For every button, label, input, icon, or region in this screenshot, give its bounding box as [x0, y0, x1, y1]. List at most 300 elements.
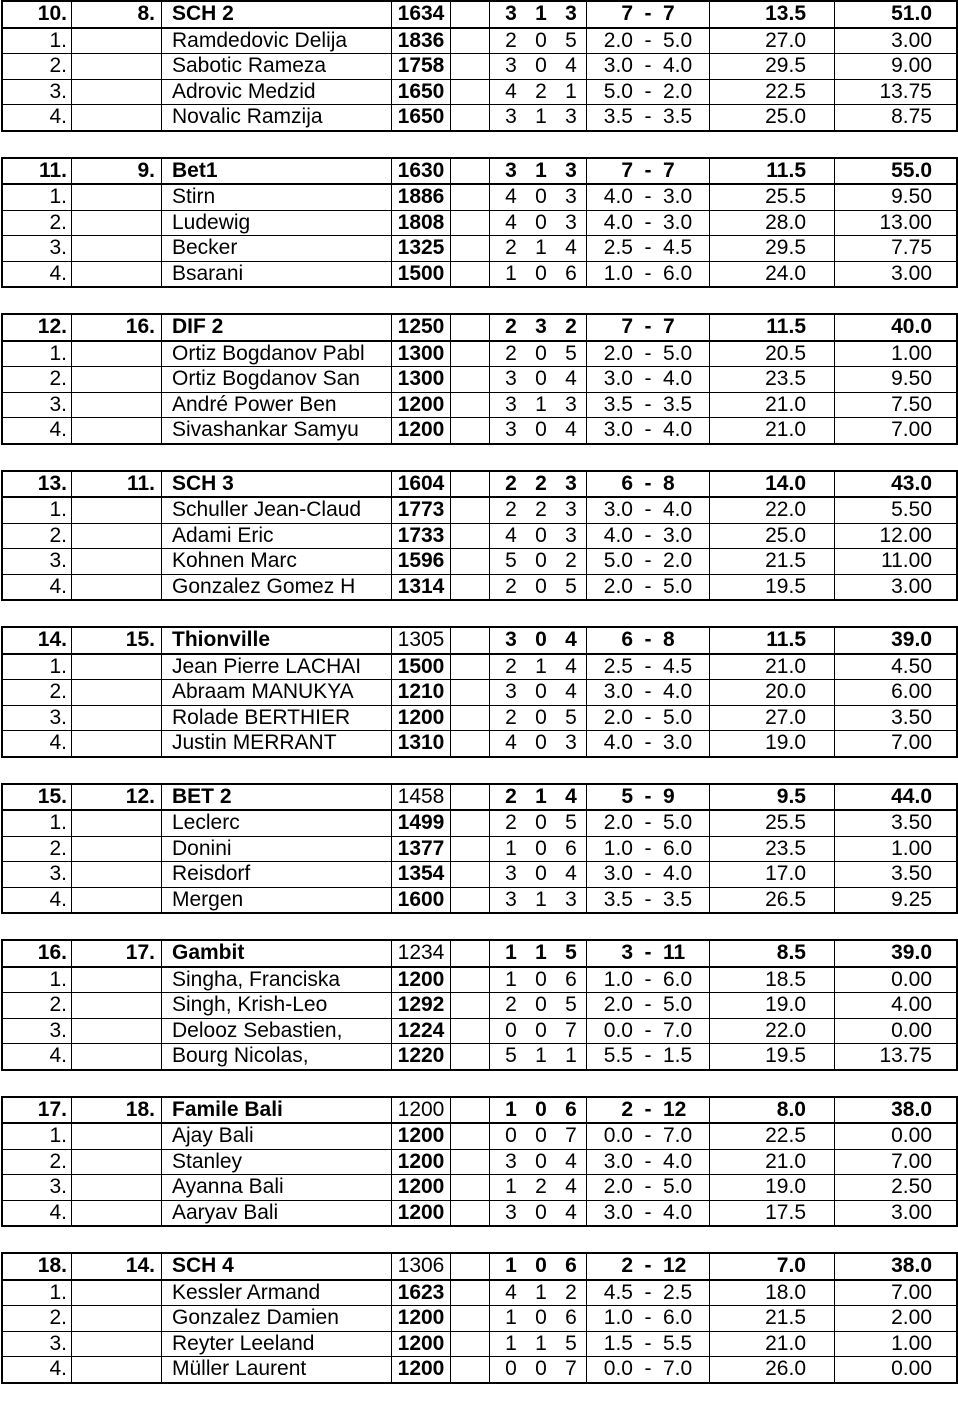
score-cell: 0.00 [835, 1357, 958, 1383]
points-against-cell: 6.0 [663, 836, 710, 862]
points-for-cell: 1.0 [587, 1306, 634, 1332]
draws-cell: 0 [535, 628, 547, 652]
separator-cell: - [644, 784, 652, 808]
tiebreak-cell: 22.0 [710, 1018, 835, 1044]
points-for-cell: 3 [587, 940, 634, 967]
empty-cell [451, 1280, 490, 1306]
draws-cell: 0 [535, 1357, 547, 1381]
separator-cell: - [644, 836, 652, 860]
separator-cell: - [644, 1306, 652, 1330]
empty-cell [451, 79, 490, 105]
separator-cell: - [644, 862, 652, 886]
seed-cell: 18. [72, 1097, 162, 1124]
rating-cell: 1306 [392, 1253, 451, 1280]
rating-cell: 1758 [392, 54, 451, 80]
empty-cell [451, 993, 490, 1019]
score-cell: 11.00 [835, 549, 958, 575]
empty-cell [451, 1357, 490, 1383]
losses-cell: 5 [565, 28, 577, 52]
draws-cell: 0 [535, 862, 547, 886]
points-for-cell: 5 [587, 784, 634, 811]
empty-cell [451, 1175, 490, 1201]
points-for-cell: 1.0 [587, 836, 634, 862]
separator-cell: - [644, 680, 652, 704]
score-cell: 5.50 [835, 497, 958, 523]
losses-cell: 5 [565, 1331, 577, 1355]
points-against-cell: 5.0 [663, 993, 710, 1019]
team-table [1, 0, 958, 132]
losses-cell: 4 [565, 1175, 577, 1199]
separator-cell: - [644, 1097, 652, 1121]
losses-cell: 3 [565, 392, 577, 416]
wins-cell: 1 [505, 941, 517, 965]
rating-cell: 1634 [392, 1, 451, 28]
losses-cell: 3 [565, 2, 577, 26]
player-row [2, 836, 957, 862]
points-for-cell: 4.0 [587, 210, 634, 236]
losses-cell: 6 [565, 261, 577, 285]
losses-cell: 5 [565, 811, 577, 835]
draws-cell: 1 [535, 392, 547, 416]
seed-cell: 9. [72, 158, 162, 185]
rating-cell: 1200 [392, 1306, 451, 1332]
losses-cell: 5 [565, 993, 577, 1017]
draws-cell: 0 [535, 680, 547, 704]
score-cell: 51.0 [835, 1, 958, 28]
player-row [2, 1044, 957, 1070]
rank-cell: 3. [2, 705, 72, 731]
empty-cell [451, 54, 490, 80]
rank-cell: 14. [2, 627, 72, 654]
tiebreak-cell: 21.0 [710, 1331, 835, 1357]
losses-cell: 3 [565, 523, 577, 547]
name-cell: Stanley [162, 1149, 392, 1175]
name-cell: Becker [162, 236, 392, 262]
separator-cell: - [644, 392, 652, 416]
name-cell: SCH 2 [162, 1, 392, 28]
points-against-cell: 3.0 [663, 184, 710, 210]
draws-cell: 0 [535, 1097, 547, 1121]
name-cell: Abraam MANUKYA [162, 680, 392, 706]
name-cell: Ortiz Bogdanov San [162, 367, 392, 393]
team-header-row [2, 627, 957, 654]
points-for-cell: 4.0 [587, 523, 634, 549]
tiebreak-cell: 11.5 [710, 627, 835, 654]
name-cell: BET 2 [162, 784, 392, 811]
empty-cell [451, 1253, 490, 1280]
points-for-cell: 4.5 [587, 1280, 634, 1306]
losses-cell: 3 [565, 887, 577, 911]
losses-cell: 3 [565, 498, 577, 522]
draws-cell: 0 [535, 1124, 547, 1148]
wins-cell: 4 [505, 731, 517, 755]
wins-cell: 2 [505, 341, 517, 365]
points-for-cell: 2.5 [587, 236, 634, 262]
tiebreak-cell: 29.5 [710, 236, 835, 262]
points-for-cell: 2.0 [587, 810, 634, 836]
seed-cell [72, 261, 162, 287]
score-cell: 39.0 [835, 940, 958, 967]
rating-cell: 1200 [392, 967, 451, 993]
points-against-cell: 5.0 [663, 705, 710, 731]
tiebreak-cell: 18.0 [710, 1280, 835, 1306]
losses-cell: 3 [565, 185, 577, 209]
rank-cell: 2. [2, 836, 72, 862]
points-against-cell: 3.5 [663, 392, 710, 418]
losses-cell: 6 [565, 1097, 577, 1121]
wins-cell: 0 [505, 1124, 517, 1148]
player-row [2, 967, 957, 993]
wins-cell: 2 [505, 236, 517, 260]
score-cell: 1.00 [835, 1331, 958, 1357]
points-against-cell: 8 [663, 627, 710, 654]
rank-cell: 4. [2, 1357, 72, 1383]
losses-cell: 3 [565, 471, 577, 495]
separator-cell: - [644, 1280, 652, 1304]
points-for-cell: 3.0 [587, 862, 634, 888]
separator-cell: - [644, 1331, 652, 1355]
tiebreak-cell: 23.5 [710, 836, 835, 862]
seed-cell: 12. [72, 784, 162, 811]
score-cell: 7.00 [835, 1149, 958, 1175]
rank-cell: 2. [2, 993, 72, 1019]
empty-cell [451, 158, 490, 185]
seed-cell [72, 680, 162, 706]
points-for-cell: 0.0 [587, 1123, 634, 1149]
tiebreak-cell: 29.5 [710, 54, 835, 80]
seed-cell [72, 341, 162, 367]
separator-cell: - [644, 967, 652, 991]
losses-cell: 4 [565, 367, 577, 391]
points-against-cell: 7 [663, 314, 710, 341]
separator-cell: - [644, 210, 652, 234]
rank-cell: 3. [2, 79, 72, 105]
separator-cell: - [644, 105, 652, 129]
points-for-cell: 2.0 [587, 574, 634, 600]
score-cell: 4.50 [835, 654, 958, 680]
tiebreak-cell: 21.0 [710, 418, 835, 444]
tiebreak-cell: 27.0 [710, 705, 835, 731]
empty-cell [451, 1306, 490, 1332]
losses-cell: 1 [565, 1044, 577, 1068]
team-table [1, 1096, 958, 1228]
points-against-cell: 8 [663, 471, 710, 498]
player-row [2, 887, 957, 913]
tiebreak-cell: 28.0 [710, 210, 835, 236]
rank-cell: 3. [2, 1175, 72, 1201]
wins-cell: 1 [505, 1306, 517, 1330]
draws-cell: 0 [535, 1149, 547, 1173]
seed-cell [72, 1331, 162, 1357]
wins-cell: 4 [505, 1280, 517, 1304]
points-for-cell: 2.5 [587, 654, 634, 680]
points-for-cell: 6 [587, 627, 634, 654]
seed-cell [72, 836, 162, 862]
name-cell: Sivashankar Samyu [162, 418, 392, 444]
draws-cell: 1 [535, 1280, 547, 1304]
empty-cell [451, 105, 490, 131]
wins-cell: 3 [505, 418, 517, 442]
tiebreak-cell: 21.0 [710, 1149, 835, 1175]
points-for-cell: 3.0 [587, 497, 634, 523]
seed-cell [72, 887, 162, 913]
team-header-row [2, 471, 957, 498]
rating-cell: 1200 [392, 1097, 451, 1124]
points-against-cell: 4.0 [663, 497, 710, 523]
points-for-cell: 2 [587, 1253, 634, 1280]
name-cell: Jean Pierre LACHAI [162, 654, 392, 680]
name-cell: Bet1 [162, 158, 392, 185]
name-cell: DIF 2 [162, 314, 392, 341]
separator-cell: - [644, 1044, 652, 1068]
losses-cell: 4 [565, 54, 577, 78]
losses-cell: 5 [565, 941, 577, 965]
name-cell: Novalic Ramzija [162, 105, 392, 131]
empty-cell [451, 523, 490, 549]
draws-cell: 0 [535, 1306, 547, 1330]
score-cell: 0.00 [835, 1123, 958, 1149]
rank-cell: 3. [2, 549, 72, 575]
team-header-row [2, 1253, 957, 1280]
player-row [2, 341, 957, 367]
points-for-cell: 1.0 [587, 261, 634, 287]
draws-cell: 2 [535, 498, 547, 522]
seed-cell [72, 105, 162, 131]
team-header-row [2, 1097, 957, 1124]
wins-cell: 2 [505, 993, 517, 1017]
separator-cell: - [644, 236, 652, 260]
separator-cell: - [644, 993, 652, 1017]
name-cell: Schuller Jean-Claud [162, 497, 392, 523]
name-cell: SCH 4 [162, 1253, 392, 1280]
points-against-cell: 5.0 [663, 28, 710, 54]
rank-cell: 1. [2, 967, 72, 993]
separator-cell: - [644, 523, 652, 547]
rating-cell: 1596 [392, 549, 451, 575]
points-against-cell: 2.0 [663, 549, 710, 575]
player-row [2, 79, 957, 105]
empty-cell [451, 1097, 490, 1124]
wins-cell: 5 [505, 1044, 517, 1068]
rank-cell: 4. [2, 1200, 72, 1226]
score-cell: 7.75 [835, 236, 958, 262]
points-against-cell: 4.5 [663, 236, 710, 262]
rating-cell: 1354 [392, 862, 451, 888]
score-cell: 13.75 [835, 79, 958, 105]
tiebreak-cell: 17.0 [710, 862, 835, 888]
draws-cell: 2 [535, 471, 547, 495]
rank-cell: 12. [2, 314, 72, 341]
points-for-cell: 0.0 [587, 1018, 634, 1044]
empty-cell [451, 549, 490, 575]
score-cell: 8.75 [835, 105, 958, 131]
points-for-cell: 2 [587, 1097, 634, 1124]
wins-cell: 3 [505, 628, 517, 652]
points-for-cell: 2.0 [587, 28, 634, 54]
rating-cell: 1623 [392, 1280, 451, 1306]
empty-cell [451, 28, 490, 54]
name-cell: Ramdedovic Delija [162, 28, 392, 54]
wins-cell: 2 [505, 574, 517, 598]
name-cell: Kohnen Marc [162, 549, 392, 575]
rank-cell: 17. [2, 1097, 72, 1124]
points-against-cell: 4.0 [663, 680, 710, 706]
rank-cell: 3. [2, 236, 72, 262]
seed-cell [72, 705, 162, 731]
seed-cell [72, 993, 162, 1019]
team-table [1, 783, 958, 915]
rating-cell: 1325 [392, 236, 451, 262]
standings-tables [1, 0, 932, 1409]
name-cell: Stirn [162, 184, 392, 210]
rank-cell: 16. [2, 940, 72, 967]
draws-cell: 0 [535, 731, 547, 755]
points-against-cell: 6.0 [663, 1306, 710, 1332]
losses-cell: 4 [565, 1200, 577, 1224]
tiebreak-cell: 9.5 [710, 784, 835, 811]
points-against-cell: 4.0 [663, 54, 710, 80]
rating-cell: 1200 [392, 1123, 451, 1149]
player-row [2, 392, 957, 418]
draws-cell: 0 [535, 523, 547, 547]
tiebreak-cell: 21.5 [710, 549, 835, 575]
player-row [2, 184, 957, 210]
seed-cell [72, 1044, 162, 1070]
tiebreak-cell: 19.0 [710, 1175, 835, 1201]
tiebreak-cell: 22.0 [710, 497, 835, 523]
losses-cell: 6 [565, 1254, 577, 1278]
points-for-cell: 3.0 [587, 680, 634, 706]
losses-cell: 1 [565, 79, 577, 103]
losses-cell: 4 [565, 236, 577, 260]
score-cell: 55.0 [835, 158, 958, 185]
name-cell: Reyter Leeland [162, 1331, 392, 1357]
seed-cell [72, 1149, 162, 1175]
rank-cell: 1. [2, 28, 72, 54]
points-against-cell: 4.0 [663, 1200, 710, 1226]
points-against-cell: 7.0 [663, 1018, 710, 1044]
score-cell: 3.00 [835, 261, 958, 287]
empty-cell [451, 1018, 490, 1044]
empty-cell [451, 680, 490, 706]
name-cell: Delooz Sebastien, [162, 1018, 392, 1044]
losses-cell: 3 [565, 105, 577, 129]
empty-cell [451, 497, 490, 523]
tiebreak-cell: 27.0 [710, 28, 835, 54]
tiebreak-cell: 20.0 [710, 680, 835, 706]
draws-cell: 2 [535, 1175, 547, 1199]
team-table [1, 313, 958, 445]
points-against-cell: 4.5 [663, 654, 710, 680]
empty-cell [451, 705, 490, 731]
separator-cell: - [644, 418, 652, 442]
rating-cell: 1310 [392, 731, 451, 757]
points-against-cell: 6.0 [663, 261, 710, 287]
points-against-cell: 12 [663, 1097, 710, 1124]
score-cell: 0.00 [835, 967, 958, 993]
points-for-cell: 2.0 [587, 1175, 634, 1201]
rank-cell: 1. [2, 654, 72, 680]
tiebreak-cell: 22.5 [710, 79, 835, 105]
player-row [2, 54, 957, 80]
seed-cell [72, 1357, 162, 1383]
tiebreak-cell: 21.5 [710, 1306, 835, 1332]
empty-cell [451, 940, 490, 967]
score-cell: 6.00 [835, 680, 958, 706]
name-cell: André Power Ben [162, 392, 392, 418]
score-cell: 7.00 [835, 1280, 958, 1306]
separator-cell: - [644, 261, 652, 285]
points-for-cell: 3.5 [587, 105, 634, 131]
seed-cell: 15. [72, 627, 162, 654]
score-cell: 3.00 [835, 574, 958, 600]
draws-cell: 1 [535, 236, 547, 260]
empty-cell [451, 471, 490, 498]
seed-cell [72, 1280, 162, 1306]
points-against-cell: 3.5 [663, 887, 710, 913]
tiebreak-cell: 18.5 [710, 967, 835, 993]
tiebreak-cell: 21.0 [710, 654, 835, 680]
player-row [2, 1123, 957, 1149]
points-against-cell: 2.5 [663, 1280, 710, 1306]
name-cell: Bourg Nicolas, [162, 1044, 392, 1070]
rating-cell: 1250 [392, 314, 451, 341]
points-against-cell: 7 [663, 1, 710, 28]
score-cell: 9.00 [835, 54, 958, 80]
wins-cell: 2 [505, 471, 517, 495]
team-header-row [2, 1, 957, 28]
draws-cell: 0 [535, 210, 547, 234]
name-cell: Gambit [162, 940, 392, 967]
draws-cell: 2 [535, 79, 547, 103]
seed-cell [72, 967, 162, 993]
draws-cell: 1 [535, 941, 547, 965]
rank-cell: 10. [2, 1, 72, 28]
seed-cell [72, 1175, 162, 1201]
losses-cell: 3 [565, 158, 577, 182]
separator-cell: - [644, 1149, 652, 1173]
tiebreak-cell: 13.5 [710, 1, 835, 28]
rating-cell: 1305 [392, 627, 451, 654]
seed-cell [72, 1123, 162, 1149]
player-row [2, 993, 957, 1019]
losses-cell: 4 [565, 628, 577, 652]
score-cell: 13.00 [835, 210, 958, 236]
empty-cell [451, 314, 490, 341]
name-cell: Adami Eric [162, 523, 392, 549]
draws-cell: 1 [535, 887, 547, 911]
tiebreak-cell: 19.0 [710, 993, 835, 1019]
score-cell: 39.0 [835, 627, 958, 654]
wins-cell: 2 [505, 705, 517, 729]
seed-cell [72, 184, 162, 210]
rating-cell: 1300 [392, 367, 451, 393]
losses-cell: 2 [565, 1280, 577, 1304]
points-for-cell: 3.5 [587, 392, 634, 418]
empty-cell [451, 1, 490, 28]
losses-cell: 5 [565, 574, 577, 598]
wins-cell: 1 [505, 1331, 517, 1355]
player-row [2, 1200, 957, 1226]
seed-cell [72, 523, 162, 549]
draws-cell: 1 [535, 784, 547, 808]
name-cell: Adrovic Medzid [162, 79, 392, 105]
player-row [2, 1175, 957, 1201]
score-cell: 43.0 [835, 471, 958, 498]
points-for-cell: 3.0 [587, 367, 634, 393]
tiebreak-cell: 19.0 [710, 731, 835, 757]
separator-cell: - [644, 549, 652, 573]
